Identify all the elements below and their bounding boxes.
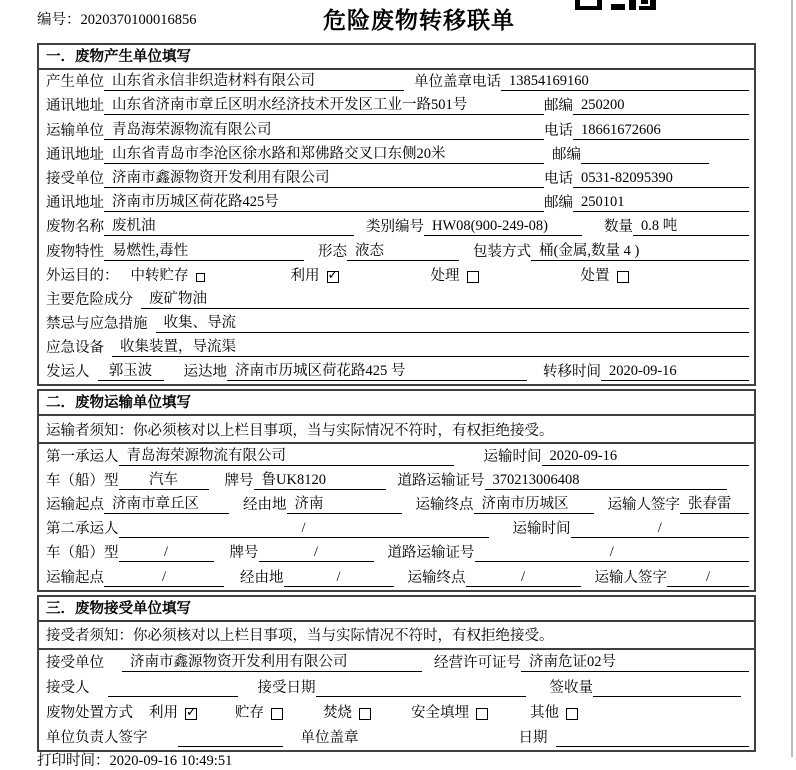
row-vehicle1 <box>39 469 754 493</box>
quantity-value: 0.8 吨 <box>633 214 749 236</box>
row-receiver-unit <box>39 167 754 191</box>
accept-person-label: 接受人 <box>46 679 90 696</box>
origin2-value: / <box>104 569 224 587</box>
generator-unit-value: 山东省永信非织造材料有限公司 <box>104 69 404 91</box>
transfer-purpose-label: 外运目的： <box>46 267 119 284</box>
category-label: 类别编号 <box>366 219 424 236</box>
transporter-notice <box>39 416 754 444</box>
receiver-zip-label: 邮编 <box>544 195 573 212</box>
page-edge <box>791 0 793 757</box>
purpose-option-utilize <box>291 264 339 285</box>
road-permit2-label: 道路运输证号 <box>387 545 475 562</box>
waste-name-label: 废物名称 <box>46 219 104 236</box>
disposal-option-landfill <box>411 701 488 722</box>
row-route1 <box>39 493 754 517</box>
transfer-time-label: 转移时间 <box>543 364 601 381</box>
receiver-address-value: 济南市历城区荷花路425号 <box>104 190 544 212</box>
generator-tel-value: 13854169160 <box>501 73 749 91</box>
receiver-zip-value: 250101 <box>573 194 749 212</box>
purpose-dispose-label: 处置 <box>580 267 610 284</box>
row-waste-character <box>39 239 754 263</box>
section3-header: 三．废物接受单位填写 <box>39 597 754 622</box>
vehicle1-value: 汽车 <box>119 468 209 490</box>
road-permit1-value: 370213006408 <box>485 472 728 490</box>
purpose-treat-label: 处理 <box>430 267 460 284</box>
head-signature-value <box>178 730 283 747</box>
generator-address-value: 山东省济南市章丘区明水经济技术开发区工业一路501号 <box>104 93 544 115</box>
transporter-address-label: 通讯地址 <box>46 146 104 163</box>
purpose-option-storage <box>131 264 205 285</box>
row-shipper <box>39 360 754 384</box>
purpose-option-treat <box>431 264 479 285</box>
stamp-date-value <box>556 730 750 747</box>
accept-date-label: 接受日期 <box>257 679 316 696</box>
section-transporter <box>37 389 756 591</box>
emergency-measures-value: 收集、导流 <box>156 311 750 333</box>
row-transporter-address <box>39 143 754 167</box>
via2-label: 经由地 <box>240 569 284 586</box>
row-transfer-purpose <box>39 264 754 288</box>
checkbox-disposal-landfill <box>476 708 488 720</box>
unit-stamp-hint: 单位盖章 <box>414 74 472 91</box>
accept-unit-label: 接受单位 <box>46 654 104 671</box>
checkbox-purpose-storage <box>196 273 205 282</box>
disposal-other-label: 其他 <box>530 704 559 721</box>
disposal-method-label: 废物处置方式 <box>46 704 133 721</box>
row-emergency-measures <box>39 312 754 336</box>
form-state-label: 形态 <box>318 243 347 260</box>
row-hazard-component <box>39 288 754 312</box>
accept-date-value <box>316 680 526 697</box>
license-label: 经营许可证号 <box>434 654 521 671</box>
doc-number-value: 2020370100016856 <box>80 12 197 28</box>
row-receiver-address <box>39 191 754 215</box>
transfer-time-value: 2020-09-16 <box>601 363 749 381</box>
waste-character-value: 易燃性,毒性 <box>104 239 304 261</box>
doc-number-label: 编号： <box>37 12 81 28</box>
transporter-unit-label: 运输单位 <box>46 122 104 139</box>
purpose-storage-label: 中转贮存 <box>130 267 189 284</box>
waste-name-value: 废机油 <box>104 214 354 236</box>
road-permit2-value: / <box>475 544 750 562</box>
receiver-tel-value: 0531-82095390 <box>573 170 749 188</box>
generator-unit-label: 产生单位 <box>46 74 104 91</box>
plate2-value: / <box>259 544 374 562</box>
row-accept-unit <box>39 650 754 675</box>
end1-label: 运输终点 <box>415 497 474 513</box>
shipper-value: 郭玉波 <box>98 359 164 381</box>
transporter-zip-label: 邮编 <box>552 146 581 163</box>
row-route2 <box>39 565 754 589</box>
disposal-option-utilize <box>149 701 197 722</box>
checkbox-disposal-store <box>271 708 283 720</box>
license-value: 济南危证02号 <box>521 650 749 672</box>
transporter-zip-value <box>581 147 709 164</box>
page-title: 危险废物转移联单 <box>323 8 515 33</box>
generator-zip-label: 邮编 <box>544 98 573 115</box>
row-emergency-equipment <box>39 336 754 360</box>
end1-value: 济南市历城区 <box>474 492 594 514</box>
row-vehicle2 <box>39 541 754 565</box>
generator-address-label: 通讯地址 <box>46 98 104 115</box>
road-permit1-label: 道路运输证号 <box>397 472 485 489</box>
origin1-value: 济南市章丘区 <box>104 492 229 514</box>
accept-person-value <box>108 680 238 697</box>
transporter-unit-value: 青岛海荣源物流有限公司 <box>104 118 544 140</box>
row-second-carrier <box>39 517 754 541</box>
qr-code-fragment <box>575 0 657 11</box>
packaging-value: 桶(金属,数量 4 ) <box>531 239 749 261</box>
carrier-sign2-label: 运输人签字 <box>594 569 667 586</box>
checkbox-disposal-incinerate <box>359 708 371 720</box>
plate2-label: 牌号 <box>229 545 259 562</box>
carrier-sign2-value: / <box>667 569 749 587</box>
destination-label: 运达地 <box>183 364 227 381</box>
end2-value: / <box>466 569 581 587</box>
waste-character-label: 废物特性 <box>46 243 104 260</box>
transporter-address-value: 山东省青岛市李沧区徐水路和郑佛路交叉口东侧20米 <box>104 142 544 164</box>
section-generator <box>37 43 756 386</box>
row-transporter-unit <box>39 118 754 142</box>
first-carrier-value: 青岛海荣源物流有限公司 <box>119 444 454 466</box>
transport-time2-label: 运输时间 <box>512 521 571 538</box>
hazard-component-label: 主要危险成分 <box>46 291 133 308</box>
disposal-option-store <box>235 701 283 722</box>
disposal-incinerate-label: 焚烧 <box>323 704 352 721</box>
emergency-equipment-value: 收集装置，导流渠 <box>112 335 749 357</box>
section2-header: 二．废物运输单位填写 <box>39 391 754 416</box>
receiver-notice <box>39 622 754 650</box>
quantity-label: 数量 <box>604 219 633 236</box>
row-disposal-method <box>39 700 754 725</box>
generator-zip-value: 250200 <box>573 97 749 115</box>
disposal-store-label: 贮存 <box>235 704 264 721</box>
category-value: HW08(900-249-08) <box>424 218 582 236</box>
receiver-tel-label: 电话 <box>544 170 573 187</box>
checkbox-disposal-utilize-checked <box>185 704 197 720</box>
carrier-sign1-label: 运输人签字 <box>607 497 680 513</box>
print-time-label: 打印时间： <box>37 753 110 769</box>
stamp-date-label: 日期 <box>518 729 548 746</box>
row-generator-address <box>39 94 754 118</box>
transporter-notice-text: 运输者须知：你必须核对以上栏目事项，当与实际情况不符时，有权拒绝接受。 <box>46 422 554 439</box>
accept-unit-value: 济南市鑫源物资开发利用有限公司 <box>122 650 422 672</box>
unit-stamp-label: 单位盖章 <box>300 729 359 746</box>
row-head-signature <box>39 725 754 750</box>
row-waste-name <box>39 215 754 239</box>
checkbox-purpose-treat <box>467 271 479 283</box>
destination-value: 济南市历城区荷花路425 号 <box>227 359 527 381</box>
transport-time1-value: 2020-09-16 <box>542 448 750 466</box>
row-accept-person <box>39 675 754 700</box>
transporter-tel-value: 18661672606 <box>573 122 749 140</box>
hazard-component-value: 废矿物油 <box>141 287 749 309</box>
disposal-landfill-label: 安全填埋 <box>411 704 469 721</box>
via2-value: / <box>284 569 394 587</box>
section1-header: 一．废物产生单位填写 <box>39 45 754 70</box>
manifest-form <box>37 43 756 752</box>
vehicle2-label: 车（船）型 <box>46 545 119 562</box>
origin2-label: 运输起点 <box>46 569 104 586</box>
checkbox-purpose-utilize-checked <box>327 267 339 283</box>
disposal-option-other <box>530 701 578 722</box>
second-carrier-value: / <box>119 520 489 538</box>
vehicle1-label: 车（船）型 <box>46 472 119 489</box>
receiver-address-label: 通讯地址 <box>46 195 104 212</box>
transport-time2-value: / <box>571 520 750 538</box>
head-signature-label: 单位负责人签字 <box>46 729 148 746</box>
packaging-label: 包装方式 <box>473 243 531 260</box>
purpose-utilize-label: 利用 <box>290 267 320 284</box>
receiver-unit-label: 接受单位 <box>46 170 104 187</box>
signed-amount-value <box>593 680 741 697</box>
plate1-value: 鲁UK8120 <box>254 468 386 490</box>
print-time <box>37 749 232 770</box>
disposal-utilize-label: 利用 <box>149 704 178 721</box>
origin1-label: 运输起点 <box>46 497 104 513</box>
purpose-option-dispose <box>581 264 629 285</box>
receiver-unit-value: 济南市鑫源物资开发利用有限公司 <box>104 166 544 188</box>
check-mark: ✓ <box>327 267 339 283</box>
via1-label: 经由地 <box>243 497 287 513</box>
emergency-equipment-label: 应急设备 <box>46 340 104 357</box>
checkbox-purpose-dispose <box>617 271 629 283</box>
print-time-value: 2020-09-16 10:49:51 <box>109 753 233 769</box>
vehicle2-value: / <box>119 544 214 562</box>
second-carrier-label: 第二承运人 <box>46 521 119 538</box>
first-carrier-label: 第一承运人 <box>46 448 119 465</box>
carrier-sign1-value: 张春雷 <box>680 492 749 514</box>
check-mark: ✓ <box>186 704 197 720</box>
generator-tel-label: 电话 <box>472 74 501 91</box>
end2-label: 运输终点 <box>407 569 466 586</box>
transport-time1-label: 运输时间 <box>483 448 542 465</box>
row-first-carrier <box>39 444 754 468</box>
row-generator-unit <box>39 70 754 94</box>
section-receiver <box>37 595 756 752</box>
emergency-measures-label: 禁忌与应急措施 <box>46 316 148 333</box>
disposal-option-incinerate <box>323 701 371 722</box>
plate1-label: 牌号 <box>224 472 254 489</box>
signed-amount-label: 签收量 <box>549 679 593 696</box>
transporter-tel-label: 电话 <box>544 122 573 139</box>
checkbox-disposal-other <box>566 708 578 720</box>
shipper-label: 发运人 <box>46 364 90 381</box>
via1-value: 济南 <box>287 492 402 514</box>
receiver-notice-text: 接受者须知：你必须核对以上栏目事项，当与实际情况不符时，有权拒绝接受。 <box>46 628 554 645</box>
form-state-value: 液态 <box>347 239 459 261</box>
